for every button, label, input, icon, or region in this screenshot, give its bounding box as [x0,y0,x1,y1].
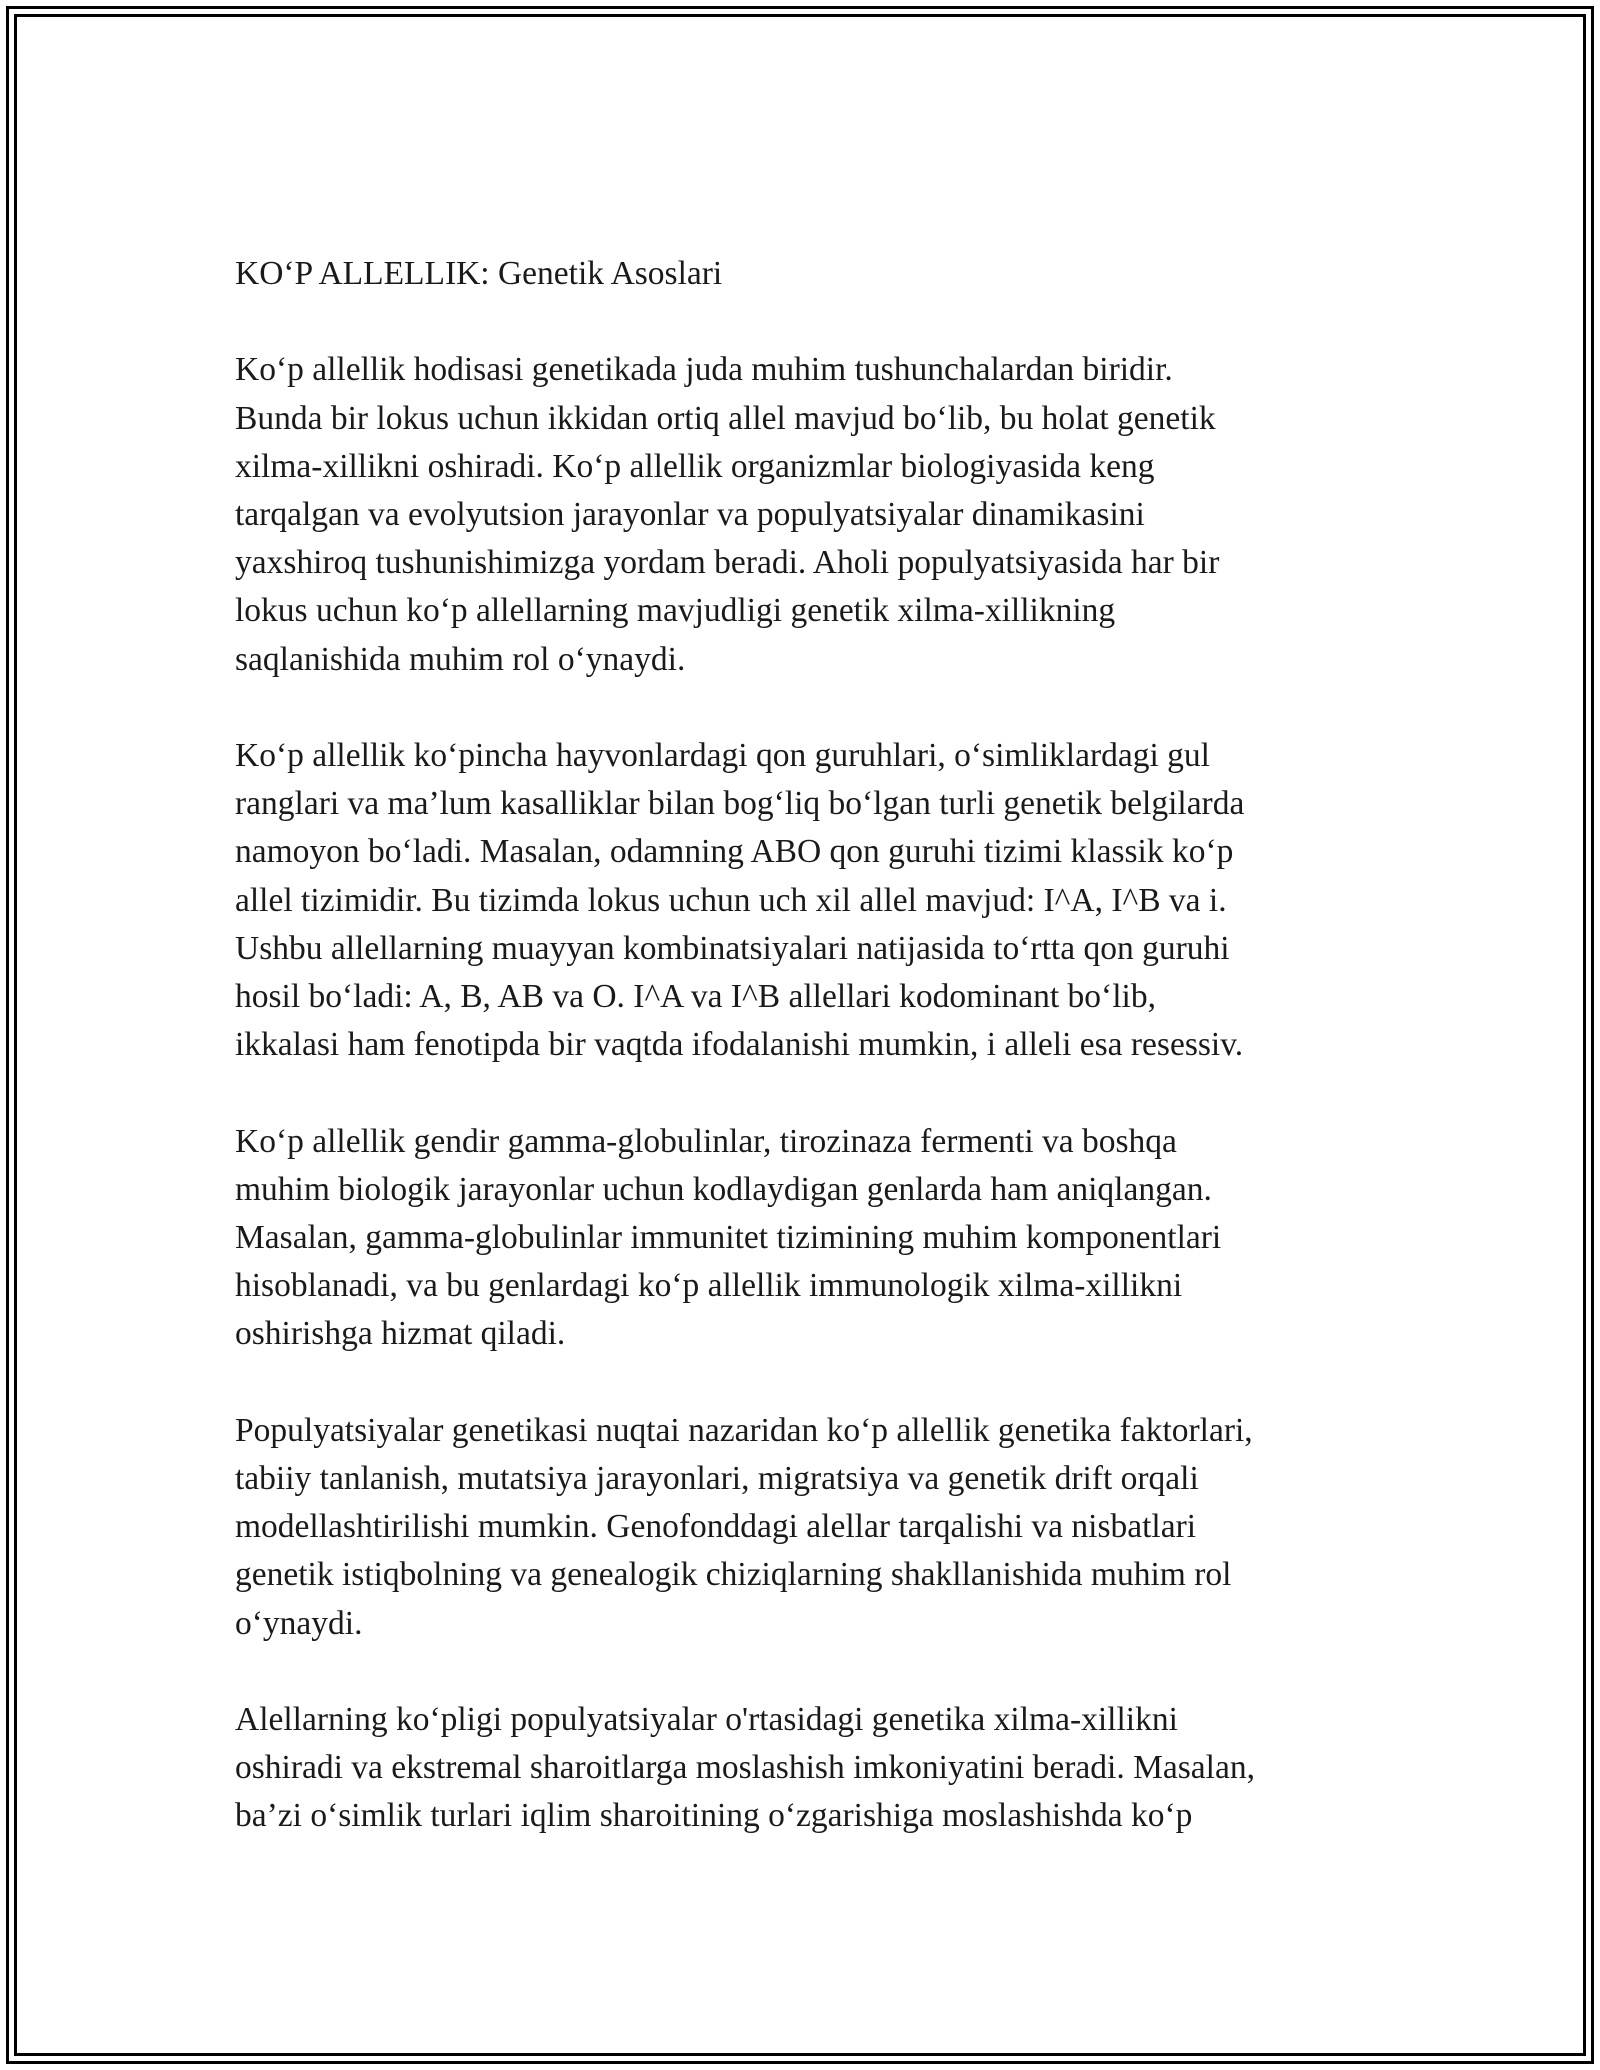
document-body [235,250,1375,1841]
paragraph-4: Populyatsiyalar genetikasi nuqtai nazaridan ko‘p allellik genetika faktorlari, tabiiy tanlanish, mutatsiya jarayonlari, migratsiya va genetik drift orqali modellashtirilishi mumkin. Genofonddagi alellar tarqalishi va nisbatlari genetik istiqbolning va genealogik chiziqlarning shakllanishida muhim rol o‘ynaydi. [235,1411,1253,1642]
paragraph-3: Ko‘p allellik gendir gamma-globulinlar, tirozinaza fermenti va boshqa muhim biologik jarayonlar uchun kodlaydigan genlarda ham aniqlangan. Masalan, gamma-globulinlar immunitet tizimining muhim komponentlari hisoblanadi, va bu genlardagi ko‘p allellik immunologik xilma-xillikni oshirishga hizmat qiladi. [235,1122,1222,1353]
paragraph-2: Ko‘p allellik ko‘pincha hayvonlardagi qon guruhlari, o‘simliklardagi gul ranglari va ma’lum kasalliklar bilan bog‘liq bo‘lgan turli genetik belgilarda namoyon bo‘ladi. Masalan, odamning ABO qon guruhi tizimi klassik ko‘p allel tizimidir. Bu tizimda lokus uchun uch xil allel mavjud: I^A, I^B va i. Ushbu allellarning muayyan kombinatsiyalari natijasida to‘rtta qon guruhi hosil bo‘ladi: A, B, AB va O. I^A va I^B allellari kodominant bo‘lib, ikkalasi ham fenotipda bir vaqtda ifodalanishi mumkin, i alleli esa resessiv. [235,737,1245,1064]
paragraph-1: Ko‘p allellik hodisasi genetikada juda muhim tushunchalardan biridir. Bunda bir lokus uchun ikkidan ortiq allel mavjud bo‘lib, bu holat genetik xilma-xillikni oshiradi. Ko‘p allellik organizmlar biologiyasida keng tarqalgan va evolyutsion jarayonlar va populyatsiyalar dinamikasini yaxshiroq tushunishimizga yordam beradi. Aholi populyatsiyasida har bir lokus uchun ko‘p allellarning mavjudligi genetik xilma-xillikning saqlanishida muhim rol o‘ynaydi. [235,351,1220,678]
document-title: KO‘P ALLELLIK: Genetik Asoslari [235,255,723,292]
paragraph-spacer [235,1648,1375,1696]
paragraph-spacer [235,298,1375,346]
paragraph-spacer [235,1069,1375,1117]
paragraph-5: Alellarning ko‘pligi populyatsiyalar o'rtasidagi genetika xilma-xillikni oshiradi va ekstremal sharoitlarga moslashish imkoniyatini beradi. Masalan, ba’zi o‘simlik turlari iqlim sharoitining o‘zgarishiga moslashishda ko‘p [235,1701,1255,1835]
paragraph-spacer [235,1359,1375,1407]
paragraph-spacer [235,684,1375,732]
